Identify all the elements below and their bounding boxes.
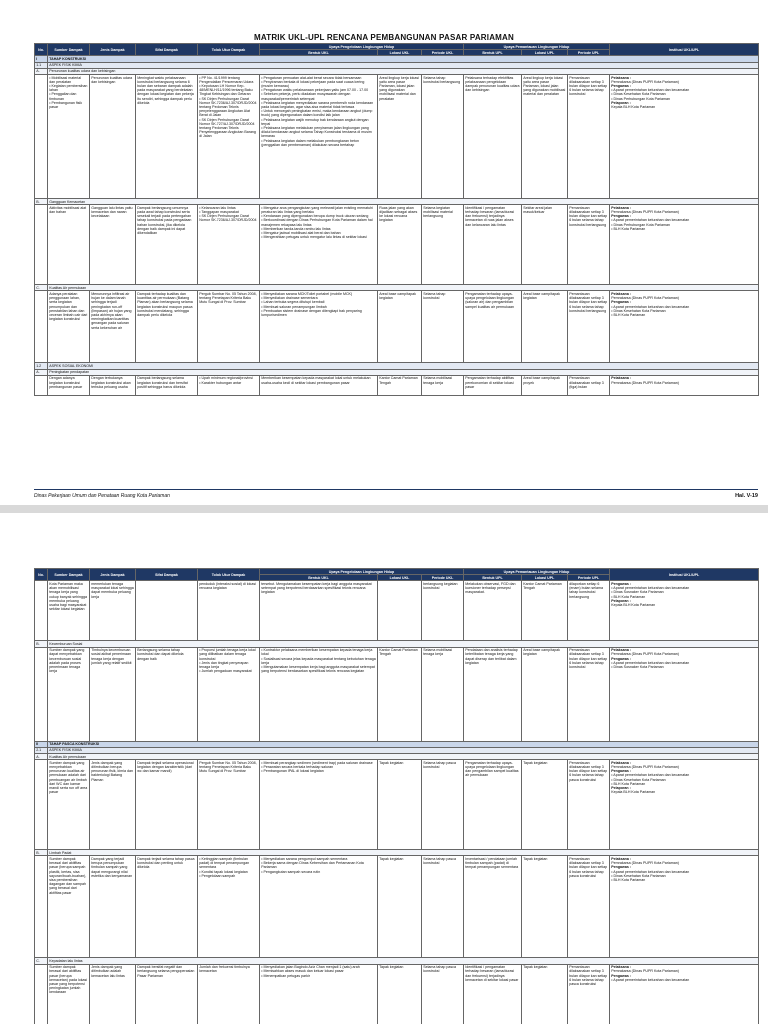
pelaksana-label: Pelaksana : [611, 291, 632, 296]
cell-tolok: penduduk (interaksi sosial) di lokasi rencana kegiatan [198, 581, 260, 641]
pengawas-label: Pengawas : [611, 581, 632, 586]
cell-sifat [136, 581, 198, 641]
list-item: • Sosialisasi secara jelas kepada masyarakat tentang kebutuhan tenaga kerja [261, 657, 376, 665]
cell-periode-upl: Pemantauan dilaksanakan setiap 3 bulan dilapor kan setiap 6 bulan selama tahap pasca konstruksi [568, 856, 610, 958]
cell-jenis: Dampak yang terjadi berupa penumpukan timbulan sampah yang dapat mengurangi nilai estetika dan kenyamanan [90, 856, 136, 958]
bullet-list [261, 965, 376, 978]
cell-institusi [610, 291, 759, 363]
cell-bentuk-upl: Pengamatan terhadap aktifitas perekonomian di sekitar lokasi pasar [464, 375, 522, 395]
section-no: B. [35, 641, 48, 647]
section-no: 2.1 [35, 747, 48, 753]
section-label: TAHAP KONSTRUKSI [48, 56, 759, 62]
list-item: • Aparat pemerintahan kelurahan dan kecamatan [611, 870, 757, 874]
bullet-list [49, 76, 88, 110]
cell-bentuk-ukl [260, 964, 378, 1024]
list-item: • BLH Kota Pariaman [611, 782, 757, 786]
list-item: • Menyediakan drainase sementara [261, 296, 376, 300]
section-label: TAHAP PASCA KONSTRUKSI [48, 741, 759, 747]
bullet-list [199, 857, 258, 878]
cell-sumber: Sumber dampak yang dapat menyebabkan kecemburuan sosial adalah pada proses penerimaan tenaga kerja [48, 647, 90, 741]
bullet-list [199, 376, 258, 384]
list-item: • Aparat pemerintahan kelurahan dan kecamatan [611, 305, 757, 309]
cell-lokasi-upl: Areal base camp/tapak kegiatan [522, 291, 568, 363]
footer-divider [34, 489, 758, 490]
list-item: • Keputusan LH Nomor Kep-48/MENLH/11/1996 tentang Baku Tingkat Kebisingan dan Getaran [199, 84, 258, 97]
header-sifat: Sifat Dampak [136, 44, 198, 56]
cell-bentuk-upl: Melakukan observasi, FGD dan kuesioner terhadap persepsi masyarakat. [464, 581, 522, 641]
bullet-list [261, 857, 376, 874]
cell-tolok [198, 375, 260, 395]
pelaksana-value: Pemrakarsa (Dinas PUPR Kota Pariaman) [611, 861, 679, 866]
cell-lokasi-ukl: Areal base camp/tapak kegiatan [378, 291, 422, 363]
cell-lokasi-upl: Areal base camp/tapak proyek [522, 375, 568, 395]
list-item: • Dinas Kesehatan Kota Pariaman [611, 778, 757, 782]
pelaporan-label: Pelaporan : [611, 598, 631, 603]
pelaksana-label: Pelaksana : [611, 965, 632, 970]
cell-lokasi-ukl: Tapak kegiatan [378, 964, 422, 1024]
list-item: • Pengaturan waktu pelaksanaan pekerjaan yaitu jam 07.00 - 17.00 [261, 88, 376, 92]
list-item: • BLH Kota Pariaman [611, 227, 757, 231]
list-item: • Aparat pemerintahan kelurahan dan kecamatan [611, 586, 757, 590]
list-item: • PP No. 41/1999 tentang Pengendalian Pencemaran Udara [199, 76, 258, 84]
list-item: • Pembangunan IPAL di lokasi kegiatan [261, 769, 376, 773]
cell-tolok [198, 856, 260, 958]
cell-bentuk-upl: Pelaksana terhadap efektifitas pelaksanaan pengelolaan dampak penurunan kualitas udara dan kebisingan [464, 75, 522, 199]
cell-periode-ukl: berlangsung kegiatan konstruksi [422, 581, 464, 641]
cell-periode-upl: Pemantauan dilaksanakan setiap 3 (tiga) bulan [568, 375, 610, 395]
header-periode-ukl: Periode UKL [422, 50, 464, 56]
list-item: • Pengaturan pemuatan alat-alat berat secara tidak bersamaan [261, 76, 376, 80]
bullet-list [199, 206, 258, 223]
cell-lokasi-upl: Kantor Camat Pariaman Tengah [522, 581, 568, 641]
cell-sumber: Kota Pariaman maka akan memobilisasi tenaga kerja yang cukup banyak sehingga membuka peluang usaha bagi masyarakat sekitar lokasi kegiatan [48, 581, 90, 641]
list-item: • Mobilisasi material dan peralatan [49, 76, 88, 84]
list-item: • Aparat pemerintahan kelurahan dan kecamatan [611, 661, 757, 665]
document-title: MATRIK UKL-UPL RENCANA PEMBANGUNAN PASAR PARIAMAN [253, 33, 514, 42]
cell-periode-ukl: Selama kegiatan mobilisasi material berlangsung [422, 205, 464, 285]
bullet-list [611, 88, 757, 101]
header-sumber: Sumber Dampak [48, 44, 90, 56]
header-bentuk-ukl: Bentuk UKL [260, 575, 378, 581]
cell-tolok: Jumlah dan frekuensi timbulnya kemacetan [198, 964, 260, 1024]
table-header [35, 44, 759, 56]
header-jenis: Jenis Dampak [90, 44, 136, 56]
bullet-list [611, 773, 757, 786]
cell-sumber: Aktivitas mobilisasi alat dan bahan [48, 205, 90, 285]
cell-institusi [610, 647, 759, 741]
cell-sifat: Meningkat waktu pelaksanaan konstruksi berlangsung selama 6 bulan dan sebaran dampak adalah pada masyarakat yang berdekatan dengan lokasi kegiatan dan pekerja itu sendiri, sehingga dampak perlu dikelola [136, 75, 198, 199]
section-no: B. [35, 199, 48, 205]
cell-bentuk-ukl: Memberikan kesempatan kepada masyarakat lokal untuk melakukan usaha-usaha kecil di sekitar lokasi pembangunan pasar [260, 375, 378, 395]
cell-bentuk-upl: Identifikasi / pengamatan terhadap besaran (lama/durasi dan frekuensi) terjadinya kemacetan di ruas jalan akses dan kelancaran lalu lintas [464, 205, 522, 285]
list-item: • Mengatur jadwal mobilisasi alat berat dan bahan [261, 231, 376, 235]
list-item: • BLH Kota Pariaman [611, 595, 757, 599]
cell-jenis: Gangguan lalu lintas yaitu kemacetan dan rawan kecelakaan [90, 205, 136, 285]
table-row [35, 964, 759, 1024]
cell-institusi [610, 375, 759, 395]
pelaksana-value: Pemrakarsa (Dinas PUPR Kota Pariaman) [611, 764, 679, 769]
pelaksana-label: Pelaksana : [611, 856, 632, 861]
pelaksana-label: Pelaksana : [611, 205, 632, 210]
pengawas-label: Pengawas : [611, 300, 632, 305]
header-jenis: Jenis Dampak [90, 569, 136, 581]
pelaksana-value: Pemrakarsa (Dinas PUPR Kota Pariaman) [611, 969, 679, 974]
bullet-list [199, 648, 258, 673]
header-sifat: Sifat Dampak [136, 569, 198, 581]
header-tolok: Tolok Ukur Dampak [198, 44, 260, 56]
table-row [35, 647, 759, 741]
list-item: • Kegiatan pembersihan lahan [49, 84, 88, 92]
header-upl-group: Upaya Pemantauan Lingkungan Hidup [464, 569, 610, 575]
cell-sifat: Dampak berlangsung selama kegiatan konstruksi dan bersifat positif sehingga harus dikelola [136, 375, 198, 395]
section-no: II [35, 741, 48, 747]
cell-tolok: Pergub Sumbar No. 05 Tahun 2008, tentang Penetapan Kriteria Baku Mutu Sungai di Prov. Sumbar [198, 291, 260, 363]
pengawas-label: Pengawas : [611, 656, 632, 661]
pelaporan-label: Pelaporan : [611, 785, 631, 790]
list-item: • Kondisi tapak lokasi kegiatan [199, 870, 258, 874]
table-row [35, 856, 759, 958]
list-item: • Pembuatan sistem drainase dengan dilengkapi bak penyaring lumpur/sedimen [261, 309, 376, 317]
list-item: • Upah minimum regional/provinsi [199, 376, 258, 380]
bullet-list [261, 76, 376, 147]
cell-tolok [198, 647, 260, 741]
cell-periode-ukl: Selama tahap pasca konstruksi [422, 964, 464, 1024]
section-no: A. [35, 754, 48, 760]
cell-bentuk-ukl [260, 760, 378, 850]
list-item: • SK Dirjen Perhubungan Darat Nomor SK.727/AJ.307/DRJD/2004 tentang Pedoman Teknis Penyelenggaraan Angkutan Barang di Jalan [199, 118, 258, 139]
pelaksana-value: Pemrakarsa (Dinas PUPR Kota Pariaman) [611, 652, 679, 657]
cell-bentuk-ukl [260, 856, 378, 958]
header-bentuk-upl: Bentuk UPL [464, 575, 522, 581]
header-bentuk-ukl: Bentuk UKL [260, 50, 378, 56]
cell-sumber: Adanya peralatan penggunaan lahan, serta kegiatan penumpukan dan penstabilan lahan dan ceceran limbah cair dari kegiatan konstruksi [48, 291, 90, 363]
list-item: • Dinas Perhubungan Kota Pariaman [611, 223, 757, 227]
section-label: Kecemburuan Sosial [48, 641, 759, 647]
bullet-list [611, 661, 757, 669]
cell-bentuk-ukl [260, 291, 378, 363]
list-item: • Membuat perangkap sedimen (sediment trap) pada saluran drainase [261, 761, 376, 765]
cell-lokasi-ukl: Areal lingkup kerja lokasi yaitu area pasar Pariaman, lokasi jalan yang digunakan mobilisasi material dan peralatan [378, 75, 422, 199]
bullet-list [611, 870, 757, 883]
list-item: • Dinas Kesehatan Kota Pariaman [611, 92, 757, 96]
cell-jenis: Jenis dampak yang ditimbulkan berupa penurunan fisik, kimia dan bakteriologi Batang Piaman [90, 760, 136, 850]
cell-lokasi-ukl: Kantor Camat Pariaman Tengah [378, 375, 422, 395]
pelaksana-label: Pelaksana : [611, 760, 632, 765]
list-item: • Menempatkan petugas parkir [261, 974, 376, 978]
cell-jenis: Menurunnya infiltrasi air hujan ke dalam tanah sehingga terjadi peningkatan run-off (limpasan) air hujan yang pada akhirnya akan meningkatkan kuantitas genangan pada saluran serta kekeruhan air [90, 291, 136, 363]
cell-institusi [610, 964, 759, 1024]
cell-bentuk-upl: Pengamatan terhadap upaya-upaya pengelolaan lingkungan (saluran air) dan pengambilan sampel kualitas air permukaan [464, 291, 522, 363]
list-item: • Kelancaran lalu lintas [199, 206, 258, 210]
header-bentuk-upl: Bentuk UPL [464, 50, 522, 56]
bullet-list [611, 978, 757, 982]
cell-jenis: Jenis dampak yang ditimbulkan adalah kemacetan lalu lintas [90, 964, 136, 1024]
list-item: • Karakter hubungan antar [199, 381, 258, 385]
header-lokasi-ukl: Lokasi UKL [378, 575, 422, 581]
header-lokasi-ukl: Lokasi UKL [378, 50, 422, 56]
list-item: • Aparat pemerintahan kelurahan dan kecamatan [611, 978, 757, 982]
header-lokasi-upl: Lokasi UPL [522, 575, 568, 581]
cell-lokasi-ukl: Kantor Camat Pariaman Tengah [378, 647, 422, 741]
table-row [35, 581, 759, 641]
cell-sumber: Sumber dampak berasal dari aktifitas pasar (berupa sampah plastik, kertas, sisa sayuran/buah-buahan), sisa pembersihan dagangan dan sampah yang berasal dari aktifitas pasar [48, 856, 90, 958]
list-item: • Dinas Sosnaker Kota Pariaman [611, 665, 757, 669]
cell-lokasi-upl: Tapak kegiatan [522, 856, 568, 958]
section-label: Kualitas Air permukaan [48, 754, 759, 760]
section-label: Limbah Padat [48, 850, 759, 856]
cell-lokasi-upl: Tapak kegiatan [522, 964, 568, 1024]
table-row [35, 375, 759, 395]
list-item: • Menyediakan jalan Bagindo Aziz Chan menjadi 1 (satu) arah [261, 965, 376, 969]
pelaksana-label: Pelaksana : [611, 648, 632, 653]
pelaporan-value: Kepala BLH Kota Pariaman [611, 790, 656, 795]
list-item: • Pengelolaan sampah [199, 874, 258, 878]
cell-periode-ukl: Selama mobilisasi tenaga kerja [422, 375, 464, 395]
list-item: • Pelaksana kegiatan dalam melakukan pembongkaran beton (penggalian dan pembenaman) dilakukan secara bertahap [261, 139, 376, 147]
list-item: • Perawatan secara berkala terhadap saluran [261, 765, 376, 769]
header-tolok: Tolok Ukur Dampak [198, 569, 260, 581]
list-item: • Bekerja sama dengan Dinas Kebersihan dan Pertamanan Kota Pariaman [261, 861, 376, 869]
pelaporan-value: Kepala BLH Kota Pariaman [611, 104, 656, 109]
list-item: • Kontraktor pelaksana memberikan kesempatan kepada tenaga kerja lokal [261, 648, 376, 656]
list-item: • Menyediakan sarana pengumpul sampah sementara [261, 857, 376, 861]
cell-sifat: Dampak terjadi selama operasional kegiatan dengan karakteristik (dari wc dan kamar mandi) [136, 760, 198, 850]
list-item: • Mengerahkan petugas untuk mengatur lalu lintas di sekitar lokasi [261, 235, 376, 239]
cell-bentuk-ukl [260, 205, 378, 285]
cell-bentuk-ukl [260, 647, 378, 741]
list-item: • Mengutamakan kesempatan kerja bagi anggota masyarakat setempat yang berpotensi berdasarkan spesifikasi teknis rencana kegiatan [261, 665, 376, 673]
cell-bentuk-upl: Identifikasi / pengamatan terhadap besaran (lama/durasi dan frekuensi) terjadinya kemacetan di sekitar lokasi pasar [464, 964, 522, 1024]
table-row [35, 760, 759, 850]
list-item: • Jenis dan tingkat penyerapan tenaga kerja [199, 661, 258, 669]
cell-jenis: Dengan terbukanya kegiatan konstruksi akan terbuka peluang usaha [90, 375, 136, 395]
list-item: • Penggalian dan timbunan [49, 92, 88, 100]
list-item: • Aparat pemerintahan kelurahan dan kecamatan [611, 773, 757, 777]
pelaksana-value: Pemrakarsa (Dinas PUPR Kota Pariaman) [611, 79, 679, 84]
pelaksana-label: Pelaksana : [611, 376, 632, 381]
pengawas-label: Pengawas : [611, 769, 632, 774]
section-label: Penurunan kualitas udara dan kebisingan [48, 68, 759, 74]
cell-periode-upl: dilaporkan setiap 6 (enam) bulan selama tahap konstruksi berlangsung [568, 581, 610, 641]
list-item: • Aparat pemerintahan kelurahan dan kecamatan [611, 88, 757, 92]
header-upl-group: Upaya Pemantauan Lingkungan Hidup [464, 44, 610, 50]
header-periode-ukl: Periode UKL [422, 575, 464, 581]
list-item: • Dinas Sosnaker Kota Pariaman [611, 590, 757, 594]
list-item: • Untuk mencegah peningkatan emisi, maka kendaraan angkut (dump truck) yang dipergunakan dalam kondisi laik jalan [261, 109, 376, 117]
list-item: • BLH Kota Pariaman [611, 313, 757, 317]
cell-periode-upl: Pemantauan dilaksanakan setiap 3 bulan dilapor kan setiap 6 bulan selama tahap konstruksi [568, 75, 610, 199]
pelaksana-value: Pemrakarsa (Dinas PUPR Kota Pariaman) [611, 380, 679, 385]
section-no: B. [35, 850, 48, 856]
section-no: C. [35, 958, 48, 964]
cell-lokasi-ukl [378, 581, 422, 641]
list-item: • Mengatur arus pengangkutan yang melewati jalan existing mematuhi peraturan lalu lintas yang berlaku [261, 206, 376, 214]
list-item: • Kendaraan yang dipergunakan berupa dump truck ukuran sedang [261, 214, 376, 218]
page-number: Hal. V-19 [735, 493, 758, 499]
page-footer [34, 493, 758, 499]
document-page-2 [0, 513, 768, 1024]
header-institusi: Institusi UKL/UPL [610, 569, 759, 581]
section-label: ASPEK FISIK KIMIA [48, 62, 759, 68]
header-periode-upl: Periode UPL [568, 575, 610, 581]
list-item: • Jumlah pengaduan masyarakat [199, 669, 258, 673]
list-item: • Dinas Perhubungan Kota Pariaman [611, 97, 757, 101]
bullet-list [261, 292, 376, 317]
cell-jenis: memerlukan tenaga masyarakat lokal sehingga dapat membuka peluang kerja [90, 581, 136, 641]
pengawas-label: Pengawas : [611, 973, 632, 978]
ukl-upl-matrix-table [34, 43, 759, 396]
list-item: • Aparat pemerintahan kelurahan dan kecamatan [611, 218, 757, 222]
list-item: • Ketinggian sampah (timbulan padat) di tempat penampungan sementara [199, 857, 258, 870]
cell-lokasi-ukl: Tapak kegiatan [378, 856, 422, 958]
cell-bentuk-upl: Pengamatan terhadap upaya-upaya pengelolaan lingkungan dan pengambilan sampel kualitas air permukaan [464, 760, 522, 850]
list-item: • Penyiraman berkala di lokasi pekerjaan pada saat cuaca kering (musim kemarau) [261, 80, 376, 88]
cell-periode-ukl: Selama tahap pasca konstruksi [422, 760, 464, 850]
list-item: • SK Dirjen Perhubungan Darat Nomor SK.7236/AJ.307/DRJD/2004 [199, 214, 258, 222]
cell-periode-upl: Pemantauan dilaksanakan setiap 3 bulan dilapor kan setiap 6 bulan selama tahap konstruksi [568, 647, 610, 741]
header-no: No. [35, 44, 48, 56]
cell-tolok [198, 75, 260, 199]
cell-lokasi-upl: Areal base camp/tapak kegiatan [522, 647, 568, 741]
section-no: A. [35, 369, 48, 375]
section-no: 1.1 [35, 62, 48, 68]
cell-sifat: Dampak terhadap kualitas dan kuantitas air permukaan (Batang Piaman) akan berlangsung selama kegiatan konstruksi maupun pasca konstruksi mendatang, sehingga dampak perlu dikelola [136, 291, 198, 363]
list-item: • Pelaksana kegiatan wajib menutup bak kendaraan angkut dengan terpal [261, 118, 376, 126]
cell-sifat: Berlangsung selama tahap konstruksi dan dapat dikelola dengan baik [136, 647, 198, 741]
cell-lokasi-ukl: Ruas jalan yang akan dijadikan sebagai akses ke lokasi rencana kegiatan [378, 205, 422, 285]
section-label: Gangguan Kemacetan [48, 199, 759, 205]
cell-periode-upl: Pemantauan dilaksanakan setiap 3 bulan dilapor kan setiap 6 bulan selama tahap pasca konstruksi [568, 964, 610, 1024]
document-page-1 [0, 0, 768, 505]
section-label: Kualitas Air permukaan [48, 285, 759, 291]
list-item: • Pembangunan fisik pasar [49, 101, 88, 109]
table-row [35, 75, 759, 199]
cell-jenis: Penurunan kualitas udara dan kebisingan [90, 75, 136, 199]
cell-periode-ukl: Selama tahap konstruksi berlangsung [422, 75, 464, 199]
pengawas-label: Pengawas : [611, 83, 632, 88]
bullet-list [261, 761, 376, 774]
list-item: • Proporsi jumlah tenaga kerja lokal yang dilibatkan dalam tenaga konstruksi [199, 648, 258, 661]
table-header [35, 569, 759, 581]
table-row [35, 205, 759, 285]
cell-sumber: Dengan adanya kegiatan konstruksi pembangunan pasar [48, 375, 90, 395]
list-item: • Pelaksana kegiatan melakukan penyiraman jalan lingkungan yang dilalui kendaraan angkut selama Tahap Konstruksi terutama di musim kemarau [261, 126, 376, 139]
cell-institusi [610, 856, 759, 958]
header-lokasi-upl: Lokasi UPL [522, 50, 568, 56]
list-item: • Dinas Kesehatan Kota Pariaman [611, 874, 757, 878]
header-sumber: Sumber Dampak [48, 569, 90, 581]
cell-lokasi-upl: Areal lingkup kerja lokasi yaitu area pasar Pariaman, lokasi jalan yang digunakan mobilisasi material dan peralatan [522, 75, 568, 199]
pengawas-label: Pengawas : [611, 214, 632, 219]
pelaksana-label: Pelaksana : [611, 75, 632, 80]
bullet-list [611, 305, 757, 318]
list-item: • Tanggapan masyarakat [199, 210, 258, 214]
pelaporan-label: Pelaporan : [611, 100, 631, 105]
cell-periode-ukl: Selama mobilisasi tenaga kerja [422, 647, 464, 741]
cell-institusi [610, 581, 759, 641]
bullet-list [261, 206, 376, 240]
cell-sifat: Dampak bersifat negatif dan berlangsung selama pengoperasian Pasar Pariaman [136, 964, 198, 1024]
cell-sifat: Dampak berlangsung umumnya pada awal tahap konstruksi serta sesekali terjadi pada pertengahan tahap konstruksi pada pengadaan bahan konstruksi, jika dikelola dengan baik dampak ini dapat dikendalikan [136, 205, 198, 285]
list-item: • Dinas Kesehatan Kota Pariaman [611, 309, 757, 313]
pengawas-label: Pengawas : [611, 865, 632, 870]
cell-institusi [610, 75, 759, 199]
cell-institusi [610, 205, 759, 285]
list-item: • Memberikan tanda-tanda rambu lalu lintas [261, 227, 376, 231]
cell-sumber: Sumber dampak berasal dari aktifitas pasar (berupa kemacetan) pada lokasi pasar yang berpotensi peningkatan jumlah kendaraan [48, 964, 90, 1024]
header-periode-upl: Periode UPL [568, 50, 610, 56]
table-row [35, 291, 759, 363]
list-item: • Lahan terbuka segera ditutupi kembali [261, 300, 376, 304]
cell-institusi [610, 760, 759, 850]
cell-tolok [198, 205, 260, 285]
cell-sifat: Dampak terjadi selama tahap pasca konstruksi dan penting untuk dikelola [136, 856, 198, 958]
section-label: ASPEK SOSIAL EKONOMI [48, 363, 759, 369]
header-ukl-group: Upaya Pengelolaan Lingkungan Hidup [260, 44, 464, 50]
header-institusi: Institusi UKL/UPL [610, 44, 759, 56]
cell-jenis: Timbulnya kecemburuan sosial akibat penerimaan tenaga kerja dengan jumlah yang relatif sedikit [90, 647, 136, 741]
ukl-upl-matrix-table [34, 568, 759, 1024]
footer-agency: Dinas Pekerjaan Umum dan Penataan Ruang Kota Pariaman [34, 493, 170, 499]
list-item: • Pengangkutan sampah secara rutin [261, 870, 376, 874]
bullet-list [611, 586, 757, 599]
bullet-list [261, 648, 376, 673]
list-item: • Menyediakan sarana MCK/Toilet portabel (mobile MCK) [261, 292, 376, 296]
list-item: • Membuat saluran penampungan limbah [261, 305, 376, 309]
cell-lokasi-upl: Sekitar areal jalan masuk/keluar [522, 205, 568, 285]
list-item: • Pelaksana kegiatan menyediakan sarana pembersih roda kendaraan pada lokasi kegiatan, agar sisa-sisa material tidak terbawa [261, 101, 376, 109]
cell-sumber [48, 75, 90, 199]
section-no: I [35, 56, 48, 62]
section-label: Kepadatan lalu lintas [48, 958, 759, 964]
cell-periode-upl: Pemantauan dilaksanakan setiap 3 bulan dilapor kan setiap 6 bulan selama tahap konstruksi berlangsung [568, 291, 610, 363]
list-item: • BLH Kota Pariaman [611, 878, 757, 882]
list-item: • Sebelum pekerja, perlu diadakan musyawarah dengan masyarakat/pemerintah setempat [261, 92, 376, 100]
cell-bentuk-upl: Pendataan dan analisis terhadap keterlibatan tenaga kerja yang dapat diserap dan terlibat dalam kegiatan [464, 647, 522, 741]
cell-bentuk-ukl [260, 75, 378, 199]
bullet-list [199, 76, 258, 139]
list-item: • SK Dirjen Perhubungan Darat Nomor SK.7236/AJ.307/DRJD/2004 tentang Pedoman Teknis penyelenggaraan Angkutan Alat Berat di Jalan [199, 97, 258, 118]
header-no: No. [35, 569, 48, 581]
cell-sumber: Sumber dampak yang menyebabkan penurunan kualitas air permukaan adalah dari pembuangan air limbah dari WC dan kamar mandi serta run off area pasar [48, 760, 90, 850]
cell-bentuk-upl: Inventarisasi / pendataan jumlah timbulan sampah (padat) di tempat penampungan sementara [464, 856, 522, 958]
list-item: • Memisahkan akses masuk dan keluar lokasi pasar [261, 969, 376, 973]
cell-lokasi-upl: Tapak kegiatan [522, 760, 568, 850]
cell-periode-ukl: Selama tahap pasca konstruksi [422, 856, 464, 958]
cell-tolok: Pergub Sumbar No. 05 Tahun 2008, tentang Penetapan Kriteria Baku Mutu Sungai di Prov. Sumbar [198, 760, 260, 850]
cell-periode-upl: Pemantauan dilaksanakan setiap 3 bulan dilapor kan setiap 6 bulan selama tahap konstruksi berlangsung [568, 205, 610, 285]
pelaksana-value: Pemrakarsa (Dinas PUPR Kota Pariaman) [611, 296, 679, 301]
pelaksana-value: Pemrakarsa (Dinas PUPR Kota Pariaman) [611, 209, 679, 214]
cell-periode-upl: Pemantauan dilaksanakan setiap 3 bulan dilapor kan setiap 6 bulan selama tahap pasca konstruksi [568, 760, 610, 850]
section-no: A. [35, 68, 48, 74]
section-no: C. [35, 285, 48, 291]
bullet-list [611, 218, 757, 231]
section-no: 1.2 [35, 363, 48, 369]
section-label: Peningkatan pendapatan [48, 369, 759, 375]
list-item: • Berkoordinasi dengan Dinas Perhubungan Kota Pariaman dalam hal manajemen rekayasa lalu lintas [261, 218, 376, 226]
section-label: ASPEK FISIK KIMIA [48, 747, 759, 753]
header-ukl-group: Upaya Pengelolaan Lingkungan Hidup [260, 569, 464, 575]
cell-lokasi-ukl: Tapak kegiatan [378, 760, 422, 850]
cell-bentuk-ukl: tersebut. Mengutamakan kesempatan kerja bagi anggota masyarakat setempat yang berpotensi berdasarkan spesifikasi teknis rencana kegiatan [260, 581, 378, 641]
pelaporan-value: Kepala BLH Kota Pariaman [611, 602, 656, 607]
cell-periode-ukl: Selama tahap konstruksi [422, 291, 464, 363]
